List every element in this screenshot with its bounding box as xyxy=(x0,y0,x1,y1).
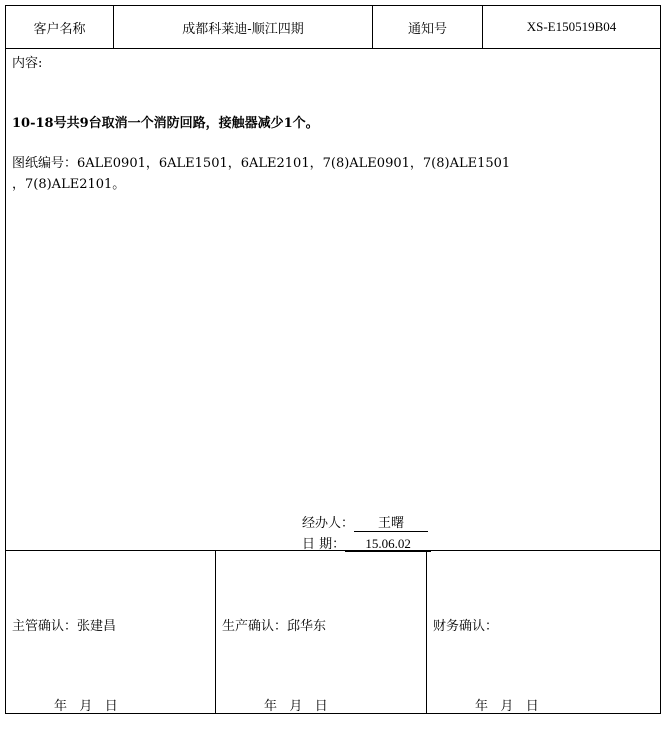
notice-label: 通知号 xyxy=(407,21,447,37)
date-label: 日 期： xyxy=(302,537,346,552)
production-label: 生产确认： xyxy=(222,619,288,634)
supervisor-date: 年 月 日 xyxy=(54,699,118,714)
production-date: 年 月 日 xyxy=(264,699,328,714)
production-name: 邱华东 xyxy=(287,619,327,634)
production-confirm xyxy=(222,615,326,634)
drawing-numbers-line-1: 图纸编号：6ALE0901，6ALE1501，6ALE2101，7(8)ALE0901，7(8)ALE1501 xyxy=(12,156,511,171)
divider xyxy=(215,550,216,714)
notice-form xyxy=(5,5,661,714)
customer-label: 客户名称 xyxy=(33,21,86,37)
customer-label-cell xyxy=(6,6,113,48)
customer-value-cell xyxy=(114,6,372,48)
notice-label-cell xyxy=(373,6,482,48)
divider xyxy=(6,550,660,551)
supervisor-confirm xyxy=(12,615,116,634)
divider xyxy=(426,550,427,714)
drawing-numbers-line-2: ，7(8)ALE2101。 xyxy=(12,177,126,192)
finance-date: 年 月 日 xyxy=(475,699,539,714)
date-value: 15.06.02 xyxy=(345,536,431,552)
customer-value: 成都科莱迪-顺江四期 xyxy=(182,21,304,37)
finance-label: 财务确认： xyxy=(433,619,499,634)
divider xyxy=(6,48,660,49)
content-line-1: 10-18号共9台取消一个消防回路，接触器减少1个。 xyxy=(12,116,319,131)
content-label: 内容: xyxy=(12,56,43,71)
handler-label: 经办人： xyxy=(302,516,355,531)
notice-value: XS-E150519B04 xyxy=(526,19,617,34)
supervisor-label: 主管确认： xyxy=(12,619,78,634)
notice-value-cell xyxy=(483,6,660,48)
handler-value: 王曙 xyxy=(354,516,428,532)
supervisor-name: 张建昌 xyxy=(77,619,117,634)
handler-row xyxy=(302,512,428,532)
finance-confirm xyxy=(433,615,498,634)
